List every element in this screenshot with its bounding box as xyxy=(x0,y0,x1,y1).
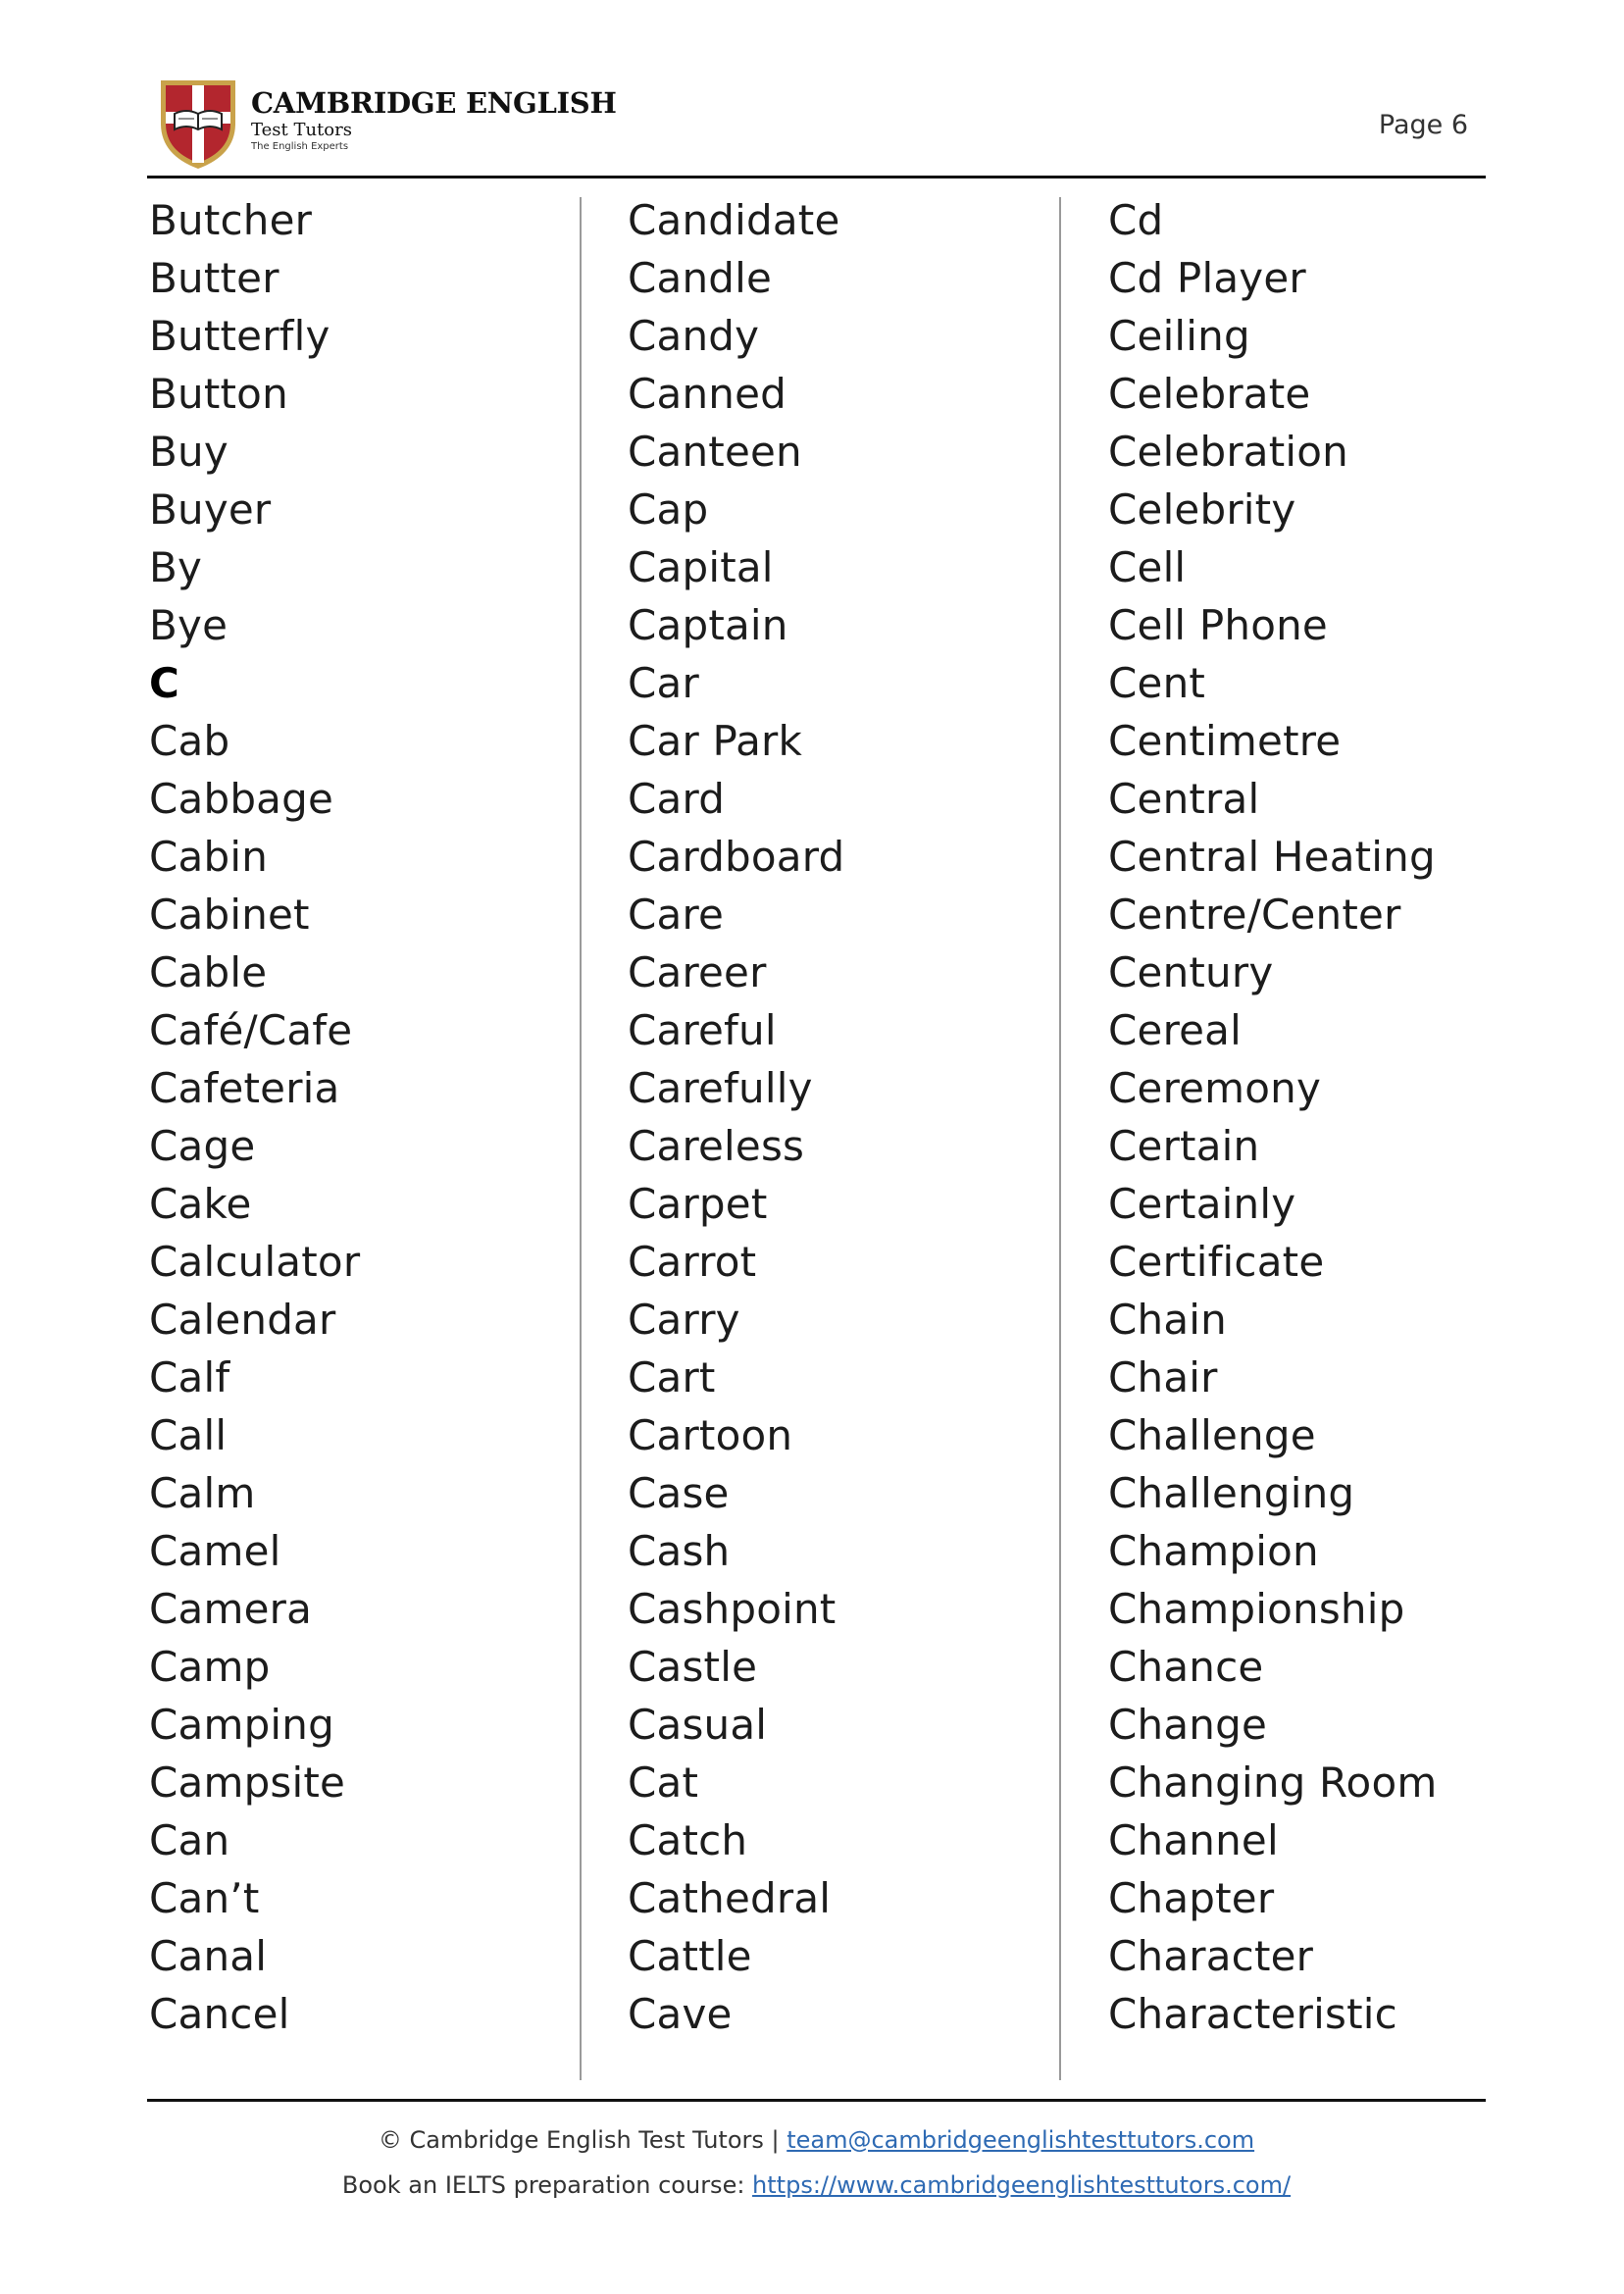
word-item: Can’t xyxy=(149,1874,260,1922)
word-list xyxy=(147,191,1486,2084)
word-item: Cashpoint xyxy=(628,1585,837,1633)
brand-tagline: The English Experts xyxy=(251,141,349,152)
word-item: Cabbage xyxy=(149,775,334,823)
word-item: Cardboard xyxy=(628,833,845,881)
word-item: Cake xyxy=(149,1180,252,1228)
copyright-text: © Cambridge English Test Tutors | xyxy=(378,2126,787,2154)
word-item: Canned xyxy=(628,370,787,418)
word-item: Chair xyxy=(1108,1353,1218,1402)
word-item: Bye xyxy=(149,601,228,649)
word-item: Casual xyxy=(628,1701,768,1749)
word-item: Celebrity xyxy=(1108,485,1296,534)
brand-subtitle: Test Tutors xyxy=(251,120,352,140)
word-item: Certain xyxy=(1108,1122,1260,1170)
word-item: Careful xyxy=(628,1006,777,1054)
word-item: Centre/Center xyxy=(1108,891,1401,939)
word-item: Change xyxy=(1108,1701,1268,1749)
word-item: Butcher xyxy=(149,196,313,244)
word-item: Cab xyxy=(149,717,230,765)
word-item: Care xyxy=(628,891,725,939)
word-item: Celebration xyxy=(1108,428,1348,476)
word-item: Capital xyxy=(628,543,774,591)
word-item: Champion xyxy=(1108,1527,1319,1575)
word-item: Campsite xyxy=(149,1759,346,1807)
brand-logo xyxy=(157,75,628,171)
word-item: Cattle xyxy=(628,1932,752,1980)
word-item: Chain xyxy=(1108,1296,1227,1344)
word-item: Car Park xyxy=(628,717,803,765)
word-item: Butter xyxy=(149,254,279,302)
word-item: Ceremony xyxy=(1108,1064,1322,1112)
word-item: Character xyxy=(1108,1932,1314,1980)
word-item: Cafeteria xyxy=(149,1064,340,1112)
word-item: Carefully xyxy=(628,1064,813,1112)
word-item: Chance xyxy=(1108,1643,1264,1691)
word-item: Camel xyxy=(149,1527,281,1575)
word-column-2 xyxy=(628,191,1059,2043)
word-item: Calendar xyxy=(149,1296,336,1344)
word-item: Captain xyxy=(628,601,788,649)
page-number: Page 6 xyxy=(1378,110,1468,140)
footer-course-line xyxy=(147,2171,1486,2199)
word-item: Cart xyxy=(628,1353,716,1402)
word-item: Cat xyxy=(628,1759,699,1807)
word-item: Canteen xyxy=(628,428,802,476)
word-item: Celebrate xyxy=(1108,370,1311,418)
shield-book-icon xyxy=(157,75,239,171)
email-link[interactable]: team@cambridgeenglishtesttutors.com xyxy=(787,2126,1255,2154)
word-item: Carry xyxy=(628,1296,740,1344)
word-item: Button xyxy=(149,370,288,418)
word-item: Carpet xyxy=(628,1180,768,1228)
word-item: Case xyxy=(628,1469,730,1517)
word-item: Cathedral xyxy=(628,1874,832,1922)
word-item: Car xyxy=(628,659,699,707)
word-item: Cabin xyxy=(149,833,269,881)
word-item: Camping xyxy=(149,1701,334,1749)
letter-heading: C xyxy=(149,659,180,707)
course-link[interactable]: https://www.cambridgeenglishtesttutors.com/ xyxy=(752,2171,1292,2199)
word-item: Careless xyxy=(628,1122,805,1170)
word-item: Calf xyxy=(149,1353,230,1402)
word-item: Cent xyxy=(1108,659,1206,707)
word-item: By xyxy=(149,543,203,591)
word-column-3 xyxy=(1108,191,1540,2043)
word-item: Cancel xyxy=(149,1990,290,2038)
word-item: Career xyxy=(628,948,767,996)
word-item: Butterfly xyxy=(149,312,330,360)
word-item: Can xyxy=(149,1816,230,1864)
header-divider xyxy=(147,176,1486,178)
word-item: Cereal xyxy=(1108,1006,1242,1054)
word-item: Central xyxy=(1108,775,1260,823)
word-item: Chapter xyxy=(1108,1874,1275,1922)
page-header xyxy=(147,69,1486,177)
word-item: Castle xyxy=(628,1643,758,1691)
word-item: Buy xyxy=(149,428,228,476)
word-item: Challenge xyxy=(1108,1411,1316,1459)
word-item: Camp xyxy=(149,1643,271,1691)
word-item: Certainly xyxy=(1108,1180,1296,1228)
word-item: Challenging xyxy=(1108,1469,1355,1517)
word-item: Cabinet xyxy=(149,891,310,939)
word-item: Cage xyxy=(149,1122,256,1170)
word-column-1 xyxy=(149,191,581,2043)
word-item: Cave xyxy=(628,1990,733,2038)
word-item: Candy xyxy=(628,312,760,360)
word-item: Camera xyxy=(149,1585,313,1633)
word-item: Candle xyxy=(628,254,773,302)
footer-divider xyxy=(147,2099,1486,2102)
word-item: Central Heating xyxy=(1108,833,1436,881)
word-item: Canal xyxy=(149,1932,268,1980)
word-item: Cd xyxy=(1108,196,1164,244)
word-item: Centimetre xyxy=(1108,717,1342,765)
course-text: Book an IELTS preparation course: xyxy=(341,2171,753,2199)
word-item: Calculator xyxy=(149,1238,361,1286)
brand-name: CAMBRIDGE ENGLISH xyxy=(251,86,617,120)
word-item: Cell xyxy=(1108,543,1187,591)
word-item: Candidate xyxy=(628,196,840,244)
footer-copyright-line xyxy=(147,2126,1486,2154)
column-divider xyxy=(580,197,582,2080)
word-item: Changing Room xyxy=(1108,1759,1438,1807)
word-item: Ceiling xyxy=(1108,312,1250,360)
word-item: Characteristic xyxy=(1108,1990,1397,2038)
word-item: Call xyxy=(149,1411,228,1459)
column-divider xyxy=(1059,197,1061,2080)
word-item: Century xyxy=(1108,948,1274,996)
word-item: Certificate xyxy=(1108,1238,1325,1286)
word-item: Cd Player xyxy=(1108,254,1306,302)
word-item: Catch xyxy=(628,1816,748,1864)
word-item: Cable xyxy=(149,948,268,996)
word-item: Buyer xyxy=(149,485,272,534)
word-item: Cash xyxy=(628,1527,731,1575)
word-item: Café/Cafe xyxy=(149,1006,353,1054)
word-item: Calm xyxy=(149,1469,256,1517)
word-item: Cell Phone xyxy=(1108,601,1328,649)
word-item: Championship xyxy=(1108,1585,1405,1633)
word-item: Cartoon xyxy=(628,1411,793,1459)
word-item: Cap xyxy=(628,485,709,534)
word-item: Card xyxy=(628,775,726,823)
word-item: Channel xyxy=(1108,1816,1279,1864)
word-item: Carrot xyxy=(628,1238,757,1286)
